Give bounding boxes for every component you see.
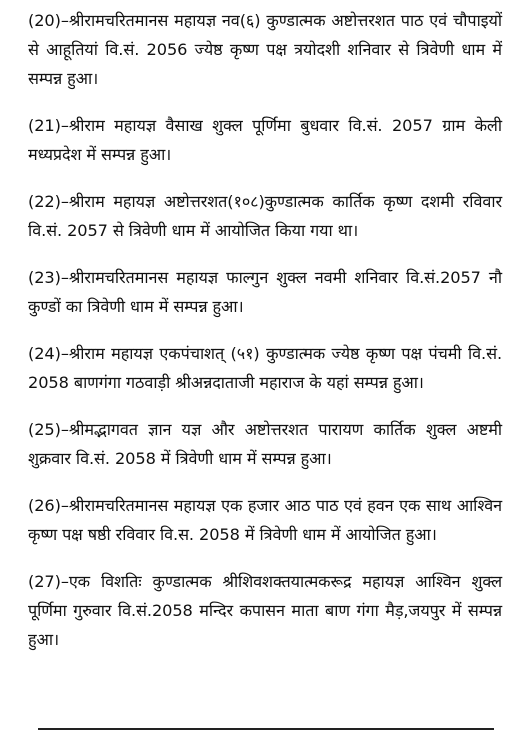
entry-21: (21)–श्रीराम महायज्ञ वैसाख शुक्ल पूर्णिमा बुधवार वि.सं. 2057 ग्राम केली मध्यप्रदेश में सम्पन्न हुआ। [28,116,502,164]
entry-20: (20)–श्रीरामचरितमानस महायज्ञ नव(६) कुण्डात्मक अष्टोत्तरशत पाठ एवं चौपाइयों से आहूतियां वि.सं. 2056 ज्येष्ठ कृष्ण पक्ष त्रयोदशी शनिवार से त्रिवेणी धाम में सम्पन्न हुआ। [28,11,502,88]
entry-24: (24)–श्रीराम महायज्ञ एकपंचाशत् (५१) कुण्डात्मक ज्येष्ठ कृष्ण पक्ष पंचमी वि.सं. 2058 बाणगंगा गठवाड़ी श्रीअन्नदाताजी महाराज के यहां सम्पन्न हुआ। [28,344,502,392]
entry-23: (23)–श्रीरामचरितमानस महायज्ञ फाल्गुन शुक्ल नवमी शनिवार वि.सं.2057 नौ कुण्डों का त्रिवेणी धाम में सम्पन्न हुआ। [28,268,502,316]
bottom-divider [38,728,494,730]
entry-27: (27)–एक विशतिः कुण्डात्मक श्रीशिवशक्तयात्मकरूद्र महायज्ञ आश्विन शुक्ल पूर्णिमा गुरुवार वि.सं.2058 मन्दिर कपासन माता बाण गंगा मैड़,जयपुर में सम्पन्न हुआ। [28,572,502,649]
entry-22: (22)–श्रीराम महायज्ञ अष्टोत्तरशत(१०८)कुण्डात्मक कार्तिक कृष्ण दशमी रविवार वि.सं. 2057 से त्रिवेणी धाम में आयोजित किया गया था। [28,192,502,240]
document-page [28,6,502,654]
entry-25: (25)–श्रीमद्भागवत ज्ञान यज्ञ और अष्टोत्तरशत पारायण कार्तिक शुक्ल अष्टमी शुक्रवार वि.सं. 2058 में त्रिवेणी धाम में सम्पन्न हुआ। [28,420,502,468]
entry-26: (26)–श्रीरामचरितमानस महायज्ञ एक हजार आठ पाठ एवं हवन एक साथ आश्विन कृष्ण पक्ष षष्ठी रविवार वि.स. 2058 में त्रिवेणी धाम में आयोजित हुआ। [28,496,502,544]
